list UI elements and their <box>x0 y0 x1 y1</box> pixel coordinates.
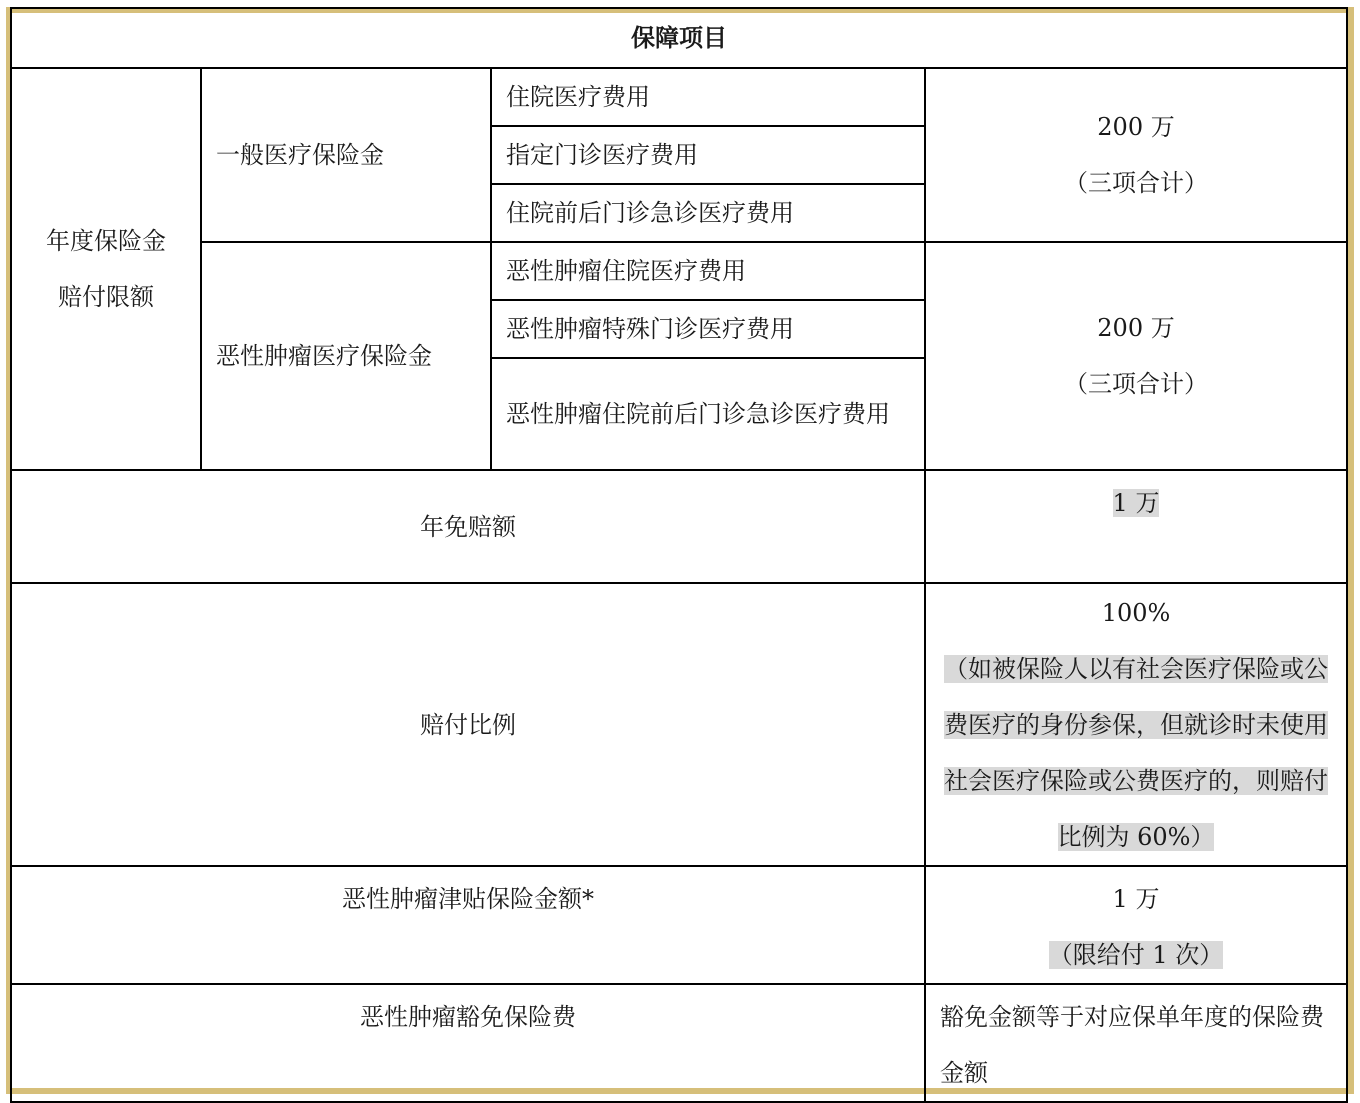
cancer-item-3: 恶性肿瘤住院前后门诊急诊医疗费用 <box>491 358 925 470</box>
general-item-3: 住院前后门诊急诊医疗费用 <box>491 184 925 242</box>
general-item-1: 住院医疗费用 <box>491 68 925 126</box>
allowance-value-cell <box>925 866 1347 984</box>
ratio-note: （如被保险人以有社会医疗保险或公费医疗的身份参保，但就诊时未使用社会医疗保险或公费医疗的，则赔付比例为 60%） <box>944 654 1328 851</box>
coverage-table <box>10 7 1348 1103</box>
general-medical-name: 一般医疗保险金 <box>201 68 491 242</box>
table-header: 保障项目 <box>11 8 1347 68</box>
cancer-item-1: 恶性肿瘤住院医疗费用 <box>491 242 925 300</box>
ratio-value-cell <box>925 583 1347 866</box>
general-item-2: 指定门诊医疗费用 <box>491 126 925 184</box>
deductible-label: 年免赔额 <box>11 470 925 583</box>
general-amount-cell <box>925 68 1347 242</box>
allowance-label: 恶性肿瘤津贴保险金额* <box>11 866 925 984</box>
general-amount: 200 万 <box>1097 113 1175 141</box>
cancer-medical-name: 恶性肿瘤医疗保险金 <box>201 242 491 470</box>
deductible-value: 1 万 <box>1112 489 1160 517</box>
annual-limit-label-line1: 年度保险金 <box>46 227 166 255</box>
cancer-amount: 200 万 <box>1097 314 1175 342</box>
general-amount-note: （三项合计） <box>1064 169 1208 197</box>
waiver-label: 恶性肿瘤豁免保险费 <box>11 984 925 1102</box>
cancer-amount-cell <box>925 242 1347 470</box>
waiver-value: 豁免金额等于对应保单年度的保险费金额 <box>925 984 1347 1102</box>
allowance-value: 1 万 <box>1112 885 1160 913</box>
cancer-amount-note: （三项合计） <box>1064 370 1208 398</box>
cancer-item-2: 恶性肿瘤特殊门诊医疗费用 <box>491 300 925 358</box>
annual-limit-label-line2: 赔付限额 <box>58 283 154 311</box>
ratio-label: 赔付比例 <box>11 583 925 866</box>
allowance-note: （限给付 1 次） <box>1048 941 1224 969</box>
annual-limit-label <box>11 68 201 470</box>
deductible-value-cell <box>925 470 1347 583</box>
ratio-value: 100% <box>1101 598 1171 627</box>
